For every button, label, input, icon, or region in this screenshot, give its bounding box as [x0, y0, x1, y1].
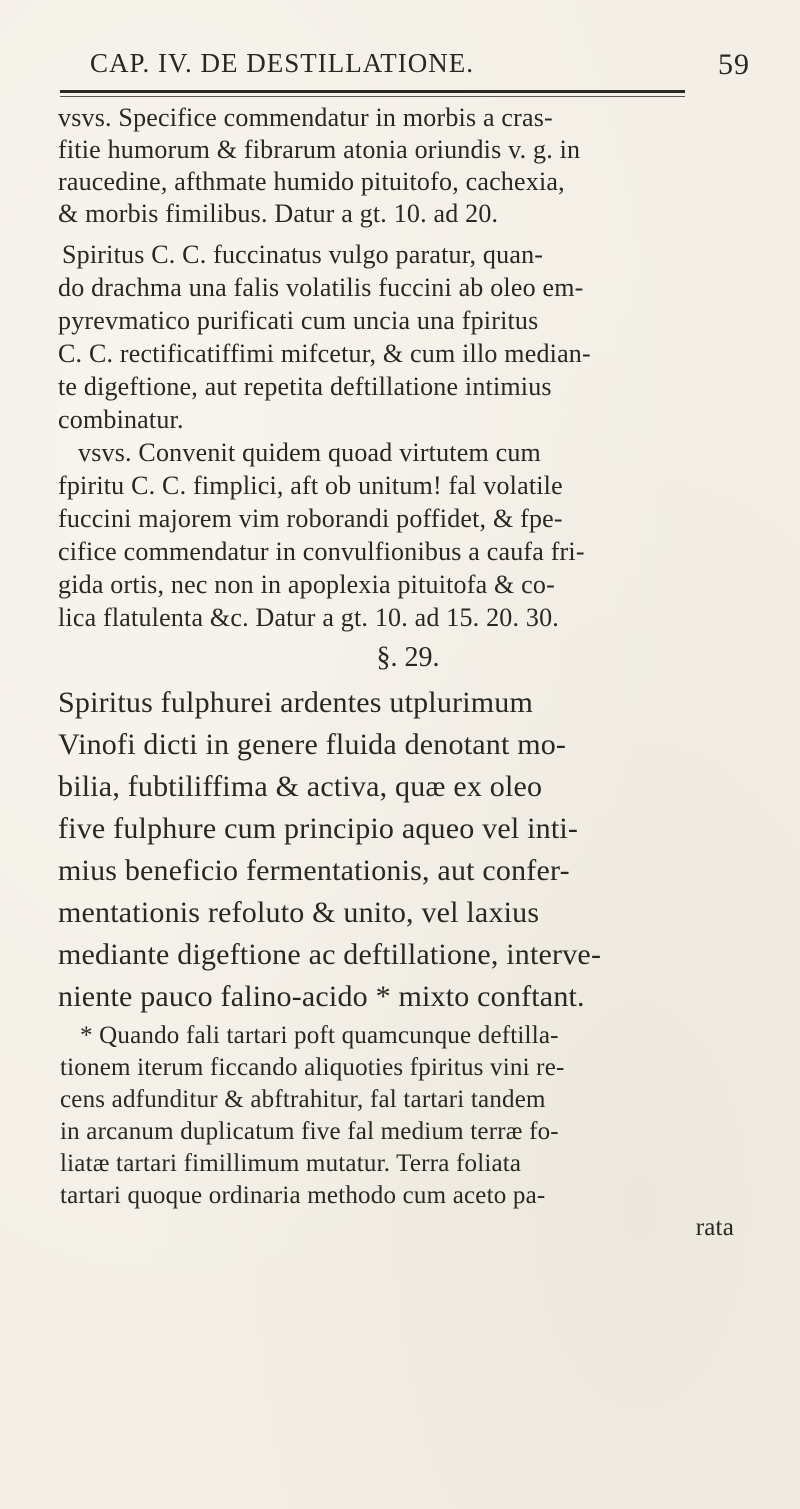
- text-line: combinatur.: [58, 405, 184, 434]
- text-line: [58, 238, 758, 271]
- catchword: rata: [695, 1214, 734, 1241]
- text-line: Vinofi dicti in genere fluida denotant mo-: [58, 728, 567, 761]
- running-head: CAP. IV. DE DESTILLATIONE.: [90, 48, 474, 78]
- paragraph-usus-1: [58, 102, 758, 230]
- text-line: do drachma una falis volatilis fuccini ab oleo em-: [58, 273, 584, 302]
- text-line: * Quando fali tartari poft quamcunque deftilla-: [80, 1022, 559, 1049]
- text-line: pyrevmatico purificati cum uncia una fpiritus: [58, 306, 539, 335]
- page-number: 59: [718, 48, 750, 81]
- page-header: [60, 48, 750, 88]
- text-line: mentationis refoluto & unito, vel laxius: [58, 896, 540, 929]
- page-text: [58, 102, 758, 1244]
- text-line: liatæ tartari fimillimum mutatur. Terra foliata: [60, 1150, 522, 1177]
- text-line: cifice commendatur in convulfionibus a caufa fri-: [58, 537, 585, 566]
- text-line: lica flatulenta &c. Datur a gt. 10. ad 15. 20. 30.: [58, 603, 559, 632]
- text-line: vsvs. Specifice commendatur in morbis a cras-: [58, 103, 553, 132]
- paragraph-spiritus-cc: [58, 238, 758, 436]
- text-line: te digeftione, aut repetita deftillatione intimius: [58, 372, 552, 401]
- text-line: mius beneficio fermentationis, aut confer-: [58, 854, 570, 887]
- paragraph-spiritus-sulphurei: [58, 682, 758, 1018]
- text-line-content: Spiritus C. C. fuccinatus vulgo paratur, quan-: [62, 240, 544, 269]
- text-line: fpiritu C. C. fimplici, aft ob unitum! fal volatile: [58, 471, 563, 500]
- text-line: bilia, fubtiliffima & activa, quæ ex oleo: [58, 770, 543, 803]
- text-line: fuccini majorem vim roborandi poffidet, & fpe-: [58, 504, 563, 533]
- text-line: vsvs. Convenit quidem quoad virtutem cum: [78, 438, 541, 467]
- footnote: [58, 1020, 758, 1244]
- text-line: cens adfunditur & abftrahitur, fal tartari tandem: [60, 1086, 546, 1113]
- text-line: in arcanum duplicatum five fal medium terræ fo-: [60, 1118, 559, 1145]
- text-line: niente pauco falino-acido * mixto conftant.: [58, 980, 585, 1013]
- text-line: tionem iterum ficcando aliquoties fpiritus vini re-: [60, 1054, 565, 1081]
- text-line: fitie humorum & fibrarum atonia oriundis v. g. in: [58, 135, 581, 164]
- text-line: tartari quoque ordinaria methodo cum aceto pa-: [60, 1182, 546, 1209]
- header-rule-thin: [60, 96, 685, 97]
- text-line: C. C. rectificatiffimi mifcetur, & cum illo median-: [58, 339, 591, 368]
- text-line: mediante digeftione ac deftillatione, interve-: [58, 938, 602, 971]
- text-line: raucedine, afthmate humido pituitofo, cachexia,: [58, 167, 565, 196]
- text-line: & morbis fimilibus. Datur a gt. 10. ad 20.: [58, 199, 499, 228]
- section-heading: §. 29.: [376, 642, 440, 673]
- paragraph-usus-2: [58, 436, 758, 634]
- text-line: Spiritus fulphurei ardentes utplurimum: [58, 686, 534, 719]
- header-rule: [60, 90, 685, 93]
- text-line: five fulphure cum principio aqueo vel inti-: [58, 812, 579, 845]
- text-line: gida ortis, nec non in apoplexia pituitofa & co-: [58, 570, 555, 599]
